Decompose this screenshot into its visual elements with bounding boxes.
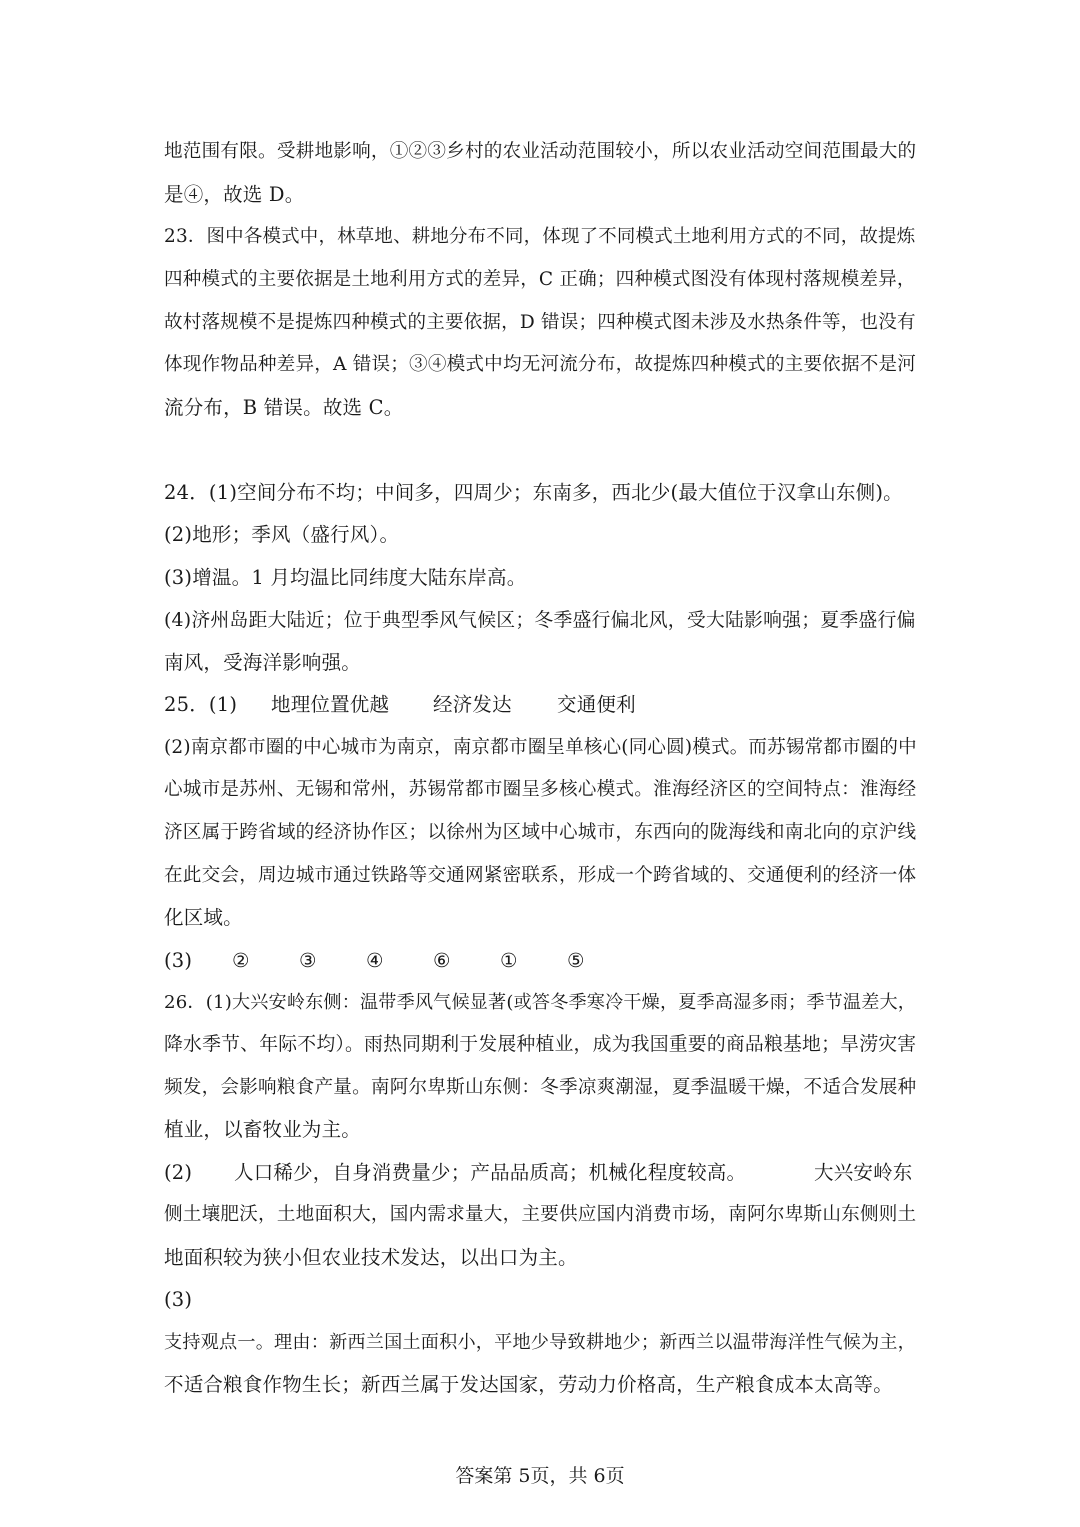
page-footer: 答案第 5页，共 6页 [455, 1465, 625, 1487]
q25-1-answer: 经济发达 [433, 693, 512, 716]
q25-3-answer: ① [500, 949, 518, 972]
q26-line: 26．(1)大兴安岭东侧：温带季风气候显著(或答冬季寒冷干燥，夏季高湿多雨；季节温差大， [164, 992, 917, 1013]
q26-line: 地面积较为狭小但农业技术发达，以出口为主。 [164, 1246, 578, 1269]
q25-3-answer: ② [232, 949, 250, 972]
q26-2-answer: 大兴安岭东 [814, 1161, 913, 1184]
q23-line: 流分布，B 错误。故选 C。 [164, 396, 404, 419]
q24-line: (2)地形；季风（盛行风）。 [164, 523, 400, 546]
q26-line: 频发，会影响粮食产量。南阿尔卑斯山东侧：冬季凉爽潮湿，夏季温暖干燥，不适合发展种 [164, 1077, 917, 1098]
q23-line: 四种模式的主要依据是土地利用方式的差异，C 正确；四种模式图没有体现村落规模差异， [164, 269, 916, 290]
q26-line: (3) [164, 1288, 193, 1311]
q25-3-answer: ④ [366, 949, 384, 972]
q25-1-answer: 地理位置优越 [271, 693, 390, 716]
q25-3-answer: ⑤ [567, 949, 585, 972]
q24-line: (4)济州岛距大陆近；位于典型季风气候区；冬季盛行偏北风，受大陆影响强；夏季盛行偏 [164, 609, 916, 631]
q26-2-number: (2) [164, 1161, 193, 1184]
q23-line: 23．图中各模式中，林草地、耕地分布不同，体现了不同模式土地利用方式的不同，故提炼 [164, 226, 916, 247]
text-line: 是④，故选 D。 [164, 183, 305, 206]
text-line: 地范围有限。受耕地影响，①②③乡村的农业活动范围较小，所以农业活动空间范围最大的 [164, 141, 917, 162]
q25-line: 济区属于跨省域的经济协作区；以徐州为区域中心城市，东西向的陇海线和南北向的京沪线 [164, 822, 917, 843]
q25-3-answer: ③ [299, 949, 317, 972]
q26-line: 不适合粮食作物生长；新西兰属于发达国家，劳动力价格高，生产粮食成本太高等。 [164, 1373, 893, 1396]
q25-line: (2)南京都市圈的中心城市为南京，南京都市圈呈单核心(同心圆)模式。而苏锡常都市圈的中 [164, 737, 917, 758]
q25-1-answer: 交通便利 [557, 693, 636, 716]
q26-line: 降水季节、年际不均）。雨热同期利于发展种植业，成为我国重要的商品粮基地；旱涝灾害 [164, 1034, 917, 1055]
q26-line: 侧土壤肥沃，土地面积大，国内需求量大，主要供应国内消费市场，南阿尔卑斯山东侧则土 [164, 1204, 917, 1225]
q25-line: 化区域。 [164, 906, 243, 929]
q26-line: 支持观点一。理由：新西兰国土面积小，平地少导致耕地少；新西兰以温带海洋性气候为主， [164, 1332, 916, 1353]
q26-part2 [164, 1158, 913, 1188]
q24-line: 南风，受海洋影响强。 [164, 651, 362, 674]
q25-1-number: 25．(1) [164, 693, 238, 716]
q24-line: 24．(1)空间分布不均；中间多，四周少；东南多，西北少(最大值位于汉拿山东侧)。 [164, 481, 903, 504]
q23-line: 故村落规模不是提炼四种模式的主要依据，D 错误；四种模式图未涉及水热条件等，也没有 [164, 312, 916, 333]
q25-3-number: (3) [164, 949, 193, 972]
q25-part1 [164, 690, 636, 720]
q25-line: 在此交会，周边城市通过铁路等交通网紧密联系，形成一个跨省域的、交通便利的经济一体 [164, 865, 917, 886]
q25-3-answer: ⑥ [433, 949, 451, 972]
q25-line: 心城市是苏州、无锡和常州，苏锡常都市圈呈多核心模式。淮海经济区的空间特点：淮海经 [164, 779, 917, 800]
q24-line: (3)增温。1 月均温比同纬度大陆东岸高。 [164, 566, 527, 589]
q23-line: 体现作物品种差异，A 错误；③④模式中均无河流分布，故提炼四种模式的主要依据不是河 [164, 354, 917, 375]
q26-line: 植业，以畜牧业为主。 [164, 1118, 362, 1141]
q25-part3 [164, 946, 585, 976]
q26-2-answer: 人口稀少，自身消费量少；产品品质高；机械化程度较高。 [234, 1161, 747, 1184]
